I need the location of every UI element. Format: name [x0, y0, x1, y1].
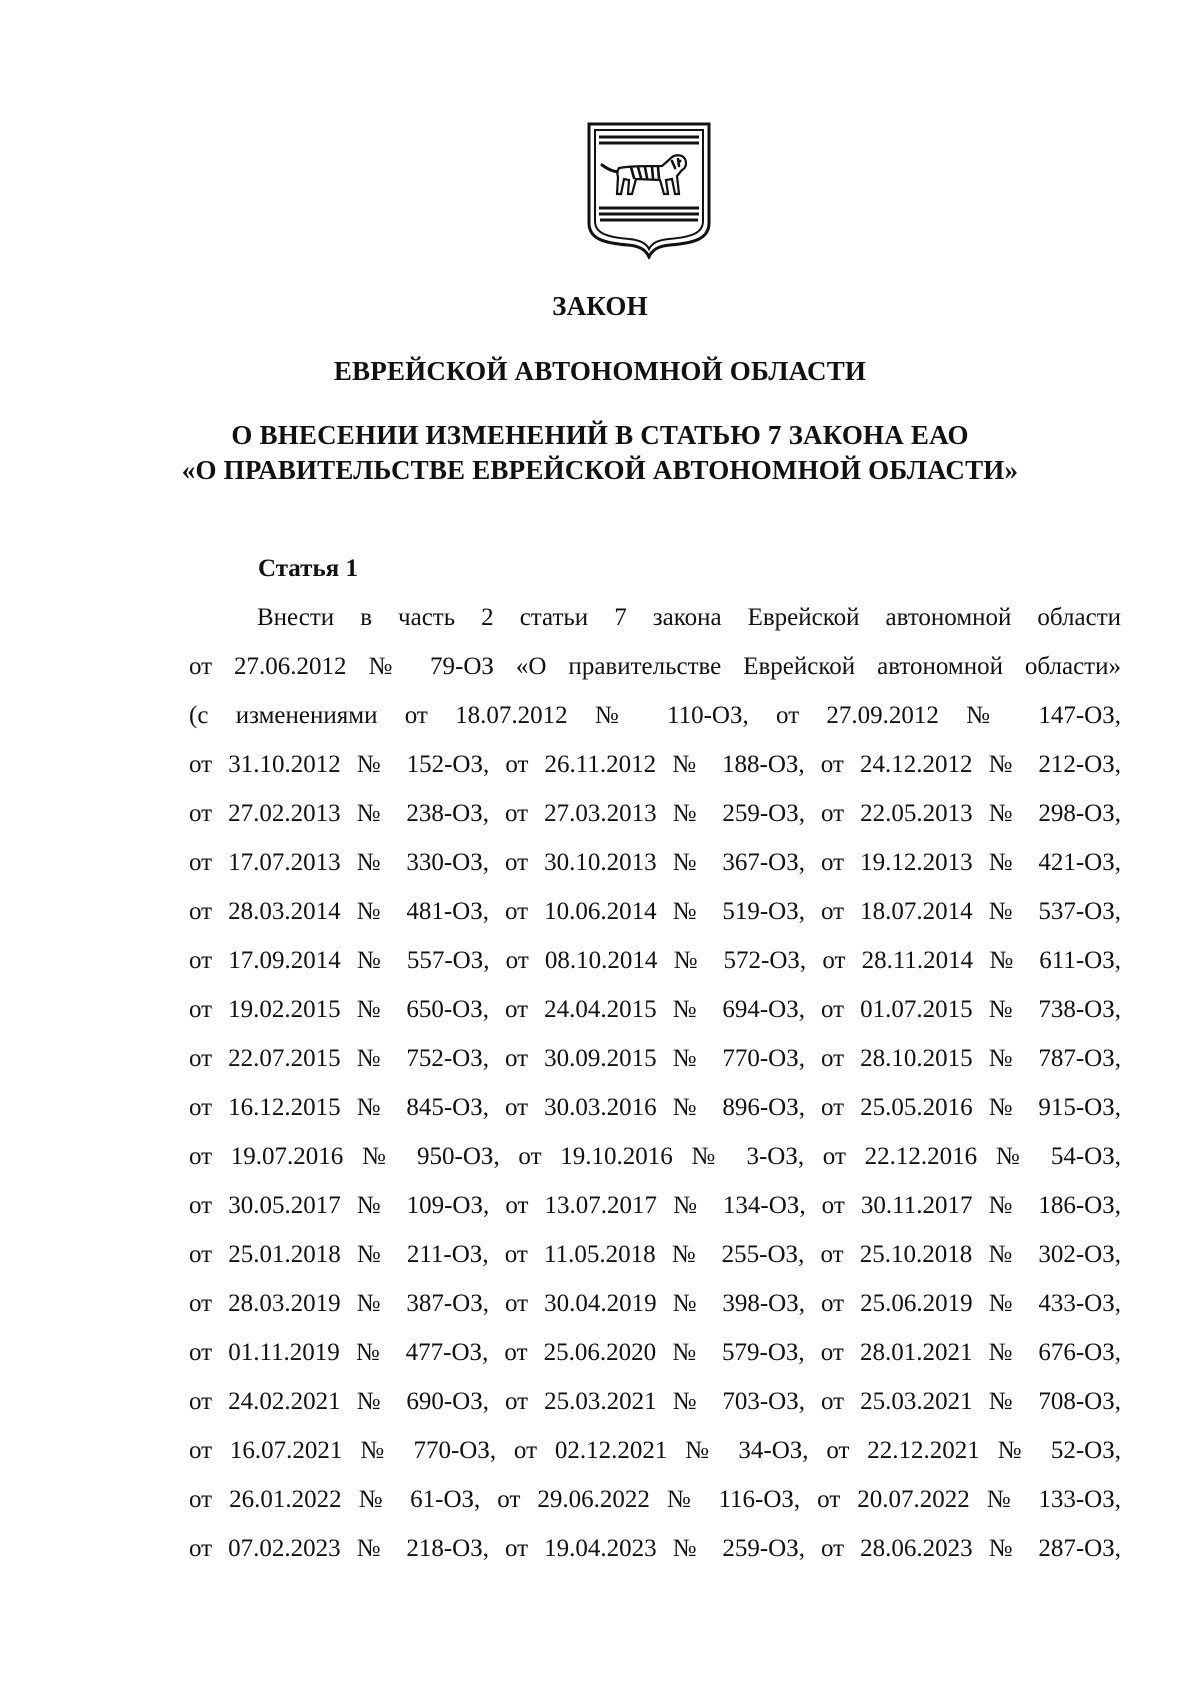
article-line: от 26.01.2022 № 61-ОЗ, от 29.06.2022 № 116-ОЗ, от 20.07.2022 № 133-ОЗ,	[189, 1486, 1121, 1513]
law-title: ЗАКОН	[552, 291, 648, 321]
article-line: от 22.07.2015 № 752-ОЗ, от 30.09.2015 № 770-ОЗ, от 28.10.2015 № 787-ОЗ,	[189, 1045, 1121, 1072]
coat-of-arms-tiger-icon	[586, 121, 712, 259]
article-body	[189, 593, 1121, 1573]
article-line: от 27.06.2012 № 79-ОЗ «О правительстве Еврейской автономной области»	[189, 653, 1121, 680]
article-line: от 28.03.2019 № 387-ОЗ, от 30.04.2019 № 398-ОЗ, от 25.06.2019 № 433-ОЗ,	[189, 1290, 1121, 1317]
article-line: от 24.02.2021 № 690-ОЗ, от 25.03.2021 № 703-ОЗ, от 25.03.2021 № 708-ОЗ,	[189, 1388, 1121, 1415]
article-line: от 17.07.2013 № 330-ОЗ, от 30.10.2013 № 367-ОЗ, от 19.12.2013 № 421-ОЗ,	[189, 849, 1121, 876]
article-line: от 01.11.2019 № 477-ОЗ, от 25.06.2020 № 579-ОЗ, от 28.01.2021 № 676-ОЗ,	[189, 1339, 1121, 1366]
law-subject	[0, 419, 1200, 489]
article-line: от 07.02.2023 № 218-ОЗ, от 19.04.2023 № 259-ОЗ, от 28.06.2023 № 287-ОЗ,	[189, 1535, 1121, 1562]
article-line: (с изменениями от 18.07.2012 № 110-ОЗ, от 27.09.2012 № 147-ОЗ,	[189, 702, 1121, 729]
article-line: от 27.02.2013 № 238-ОЗ, от 27.03.2013 № 259-ОЗ, от 22.05.2013 № 298-ОЗ,	[189, 800, 1121, 827]
region-name: ЕВРЕЙСКОЙ АВТОНОМНОЙ ОБЛАСТИ	[333, 356, 867, 386]
article-line: от 25.01.2018 № 211-ОЗ, от 11.05.2018 № 255-ОЗ, от 25.10.2018 № 302-ОЗ,	[189, 1241, 1121, 1268]
law-subject-line: О ВНЕСЕНИИ ИЗМЕНЕНИЙ В СТАТЬЮ 7 ЗАКОНА ЕАО	[231, 420, 969, 450]
law-subject-line: «О ПРАВИТЕЛЬСТВЕ ЕВРЕЙСКОЙ АВТОНОМНОЙ ОБЛАСТИ»	[181, 455, 1019, 485]
article-line: от 30.05.2017 № 109-ОЗ, от 13.07.2017 № 134-ОЗ, от 30.11.2017 № 186-ОЗ,	[189, 1192, 1121, 1219]
article-line: от 16.07.2021 № 770-ОЗ, от 02.12.2021 № 34-ОЗ, от 22.12.2021 № 52-ОЗ,	[189, 1437, 1121, 1464]
article-line: от 31.10.2012 № 152-ОЗ, от 26.11.2012 № 188-ОЗ, от 24.12.2012 № 212-ОЗ,	[189, 751, 1121, 778]
article-line: от 17.09.2014 № 557-ОЗ, от 08.10.2014 № 572-ОЗ, от 28.11.2014 № 611-ОЗ,	[189, 947, 1121, 974]
article-line: от 16.12.2015 № 845-ОЗ, от 30.03.2016 № 896-ОЗ, от 25.05.2016 № 915-ОЗ,	[189, 1094, 1121, 1121]
article-line: от 19.02.2015 № 650-ОЗ, от 24.04.2015 № 694-ОЗ, от 01.07.2015 № 738-ОЗ,	[189, 996, 1121, 1023]
article-title: Статья 1	[258, 555, 358, 582]
article-line: Внести в часть 2 статьи 7 закона Еврейской автономной области	[257, 604, 1121, 631]
article-line: от 28.03.2014 № 481-ОЗ, от 10.06.2014 № 519-ОЗ, от 18.07.2014 № 537-ОЗ,	[189, 898, 1121, 925]
article-line: от 19.07.2016 № 950-ОЗ, от 19.10.2016 № 3-ОЗ, от 22.12.2016 № 54-ОЗ,	[189, 1143, 1121, 1170]
